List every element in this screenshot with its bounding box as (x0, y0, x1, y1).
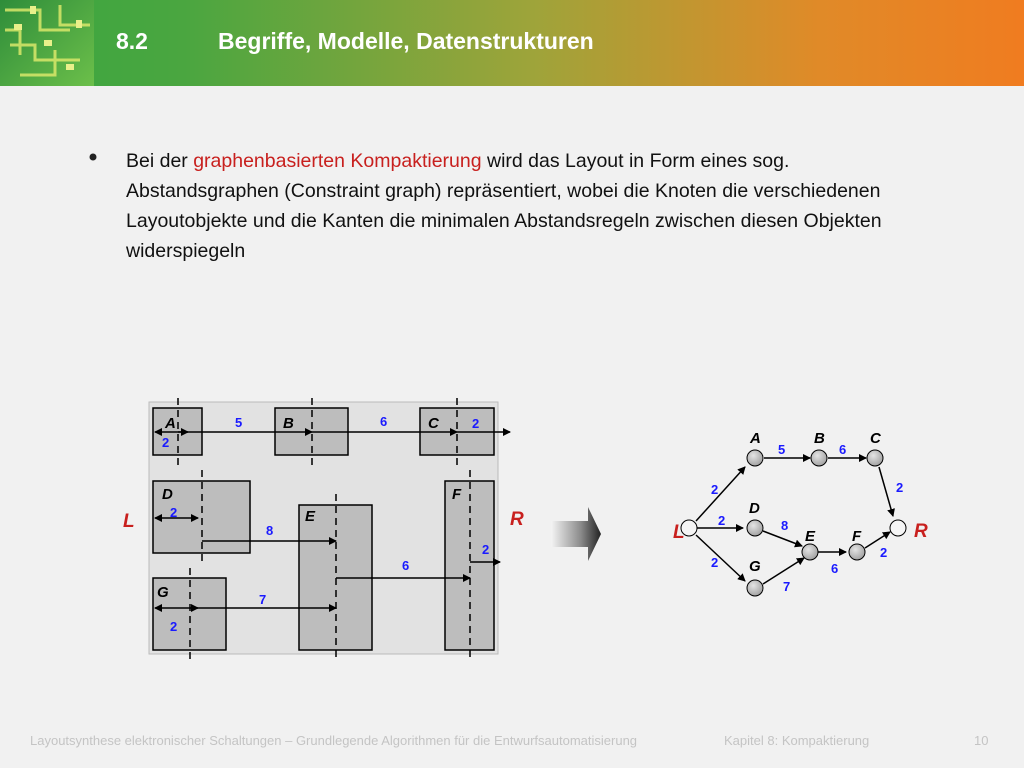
object-g-label: G (157, 584, 169, 601)
weight-c-r: 2 (896, 480, 904, 495)
dist-c-width: 2 (472, 416, 480, 431)
edge-l-g (696, 535, 745, 581)
node-b (811, 450, 827, 466)
dist-a-width: 2 (162, 435, 170, 450)
node-r (890, 520, 906, 536)
bullet-highlight: graphenbasierten Kompaktierung (193, 150, 482, 172)
edge-c-r (879, 467, 893, 516)
right-boundary-label: R (510, 509, 524, 530)
transform-arrow-icon (551, 507, 601, 561)
footer-chapter: Kapitel 8: Kompaktierung (724, 733, 870, 748)
weight-b-c: 6 (839, 442, 847, 457)
node-a-label: A (750, 430, 761, 447)
dist-e-f: 6 (402, 558, 410, 573)
node-c-label: C (870, 430, 881, 447)
weight-f-r: 2 (880, 545, 888, 560)
bullet-text-before: Bei der (126, 150, 194, 172)
node-f-label: F (852, 528, 862, 545)
object-e-label: E (305, 508, 316, 525)
node-g (747, 580, 763, 596)
weight-a-b: 5 (778, 442, 786, 457)
dist-g-width: 2 (170, 619, 178, 634)
layout-diagram (123, 398, 524, 660)
node-e-label: E (805, 528, 816, 545)
weight-d-e: 8 (781, 518, 789, 533)
section-number: 8.2 (116, 28, 148, 54)
weight-l-g: 2 (711, 555, 719, 570)
weight-l-d: 2 (718, 513, 726, 528)
object-b-label: B (283, 415, 294, 432)
object-f-label: F (452, 486, 462, 503)
node-d (747, 520, 763, 536)
dist-a-b: 5 (235, 415, 243, 430)
node-c (867, 450, 883, 466)
weight-g-e: 7 (783, 579, 791, 594)
node-a (747, 450, 763, 466)
node-g-label: G (749, 558, 761, 575)
edge-d-e (763, 531, 802, 546)
node-e (802, 544, 818, 560)
node-b-label: B (814, 430, 825, 447)
dist-b-c: 6 (380, 414, 388, 429)
footer-course: Layoutsynthese elektronischer Schaltungen – Grundlegende Algorithmen für die Entwurfsautomatisierung (30, 733, 638, 748)
node-l-label: L (673, 522, 685, 543)
dist-d-width: 2 (170, 505, 178, 520)
weight-l-a: 2 (711, 482, 719, 497)
object-a-label: A (165, 415, 176, 432)
object-d-label: D (162, 486, 173, 503)
graph-edges (696, 458, 893, 584)
object-c-label: C (428, 415, 439, 432)
dist-f-width: 2 (482, 542, 490, 557)
bullet-text-after: wird das Layout in Form eines sog. Abstandsgraphen (Constraint graph) repräsentiert, wobei die Knoten die verschiedenen Layoutobjekte und die Kanten die minimalen Abstandsregeln zwischen diesen Objekten widerspiegeln (126, 150, 882, 262)
node-r-label: R (914, 521, 928, 542)
dist-d-e: 8 (266, 523, 274, 538)
node-d-label: D (749, 500, 760, 517)
page-title: Begriffe, Modelle, Datenstrukturen (218, 28, 594, 54)
footer-page-number: 10 (974, 733, 989, 748)
graph-nodes (681, 450, 906, 596)
weight-e-f: 6 (831, 561, 839, 576)
node-f (849, 544, 865, 560)
dist-g-e: 7 (259, 592, 267, 607)
left-boundary-label: L (123, 511, 135, 532)
constraint-graph (673, 430, 928, 596)
